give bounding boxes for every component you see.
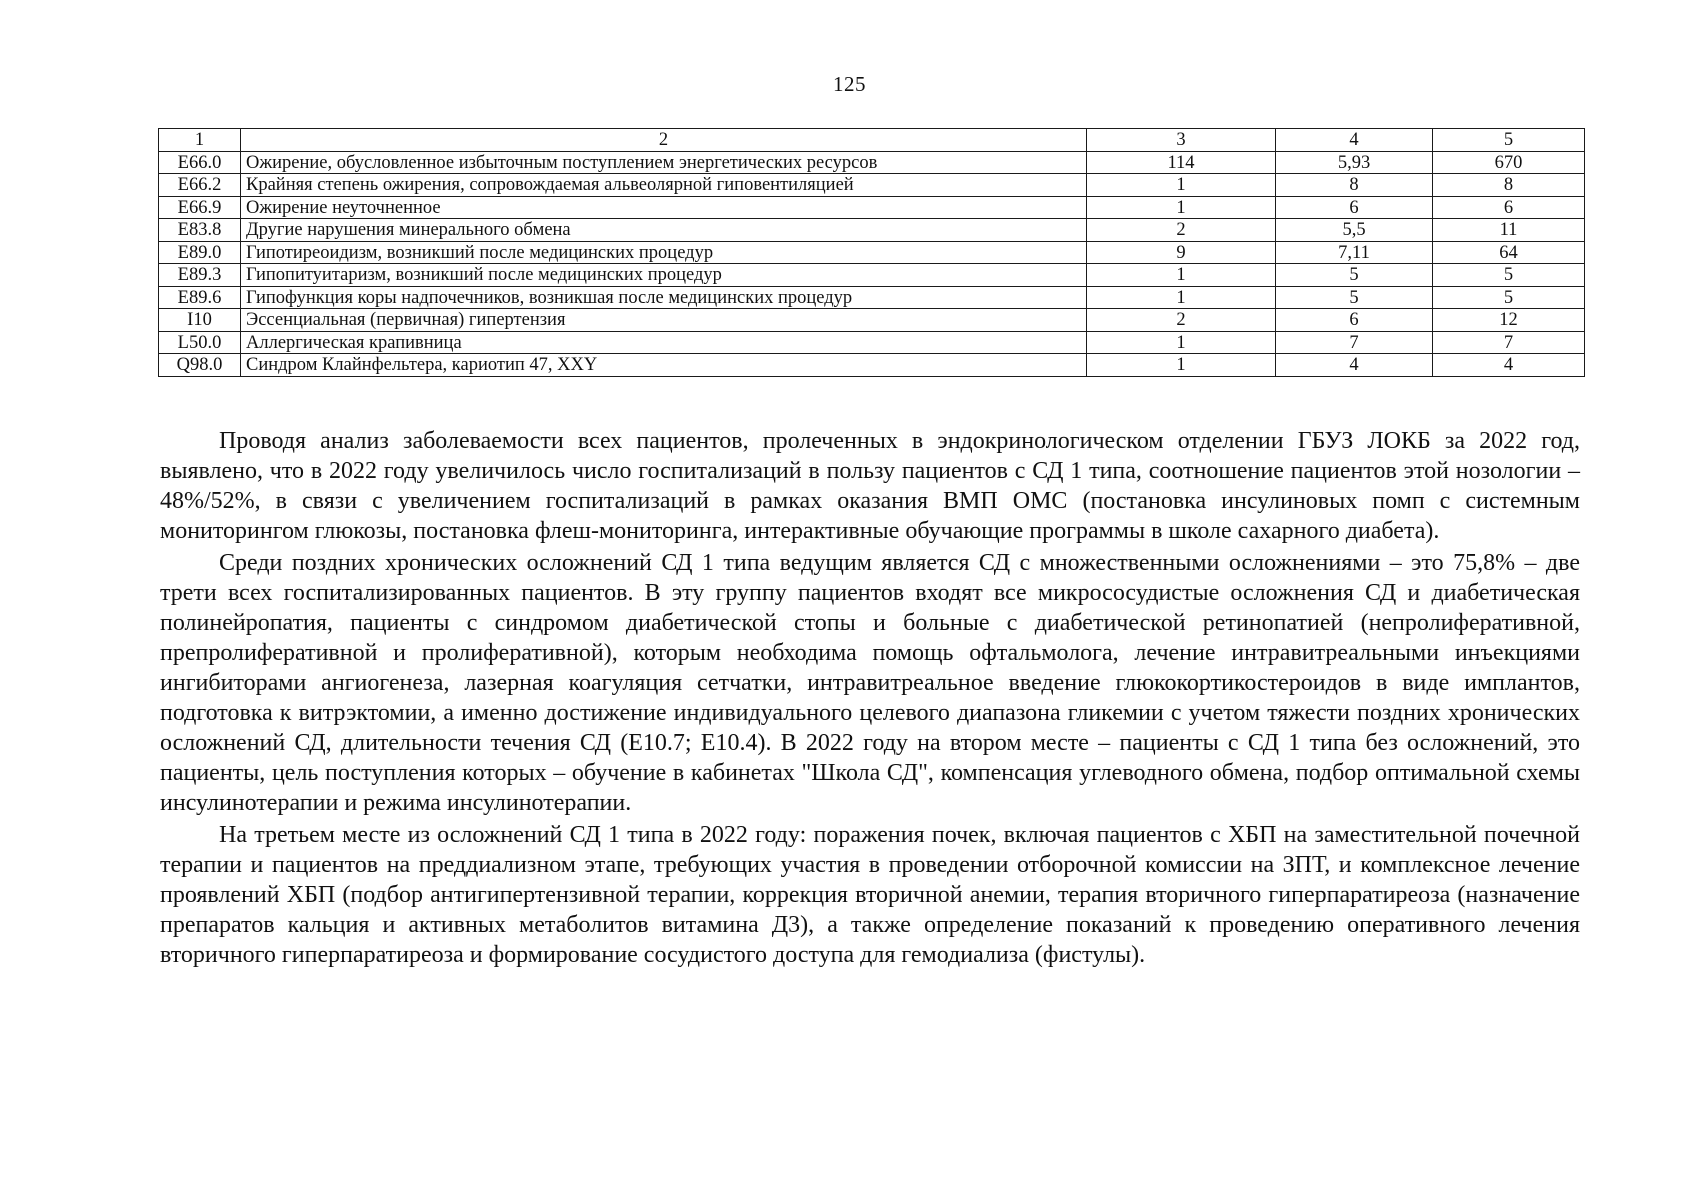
column-3-value: 1 bbox=[1087, 264, 1276, 287]
diagnosis-table bbox=[158, 128, 1585, 377]
column-5-value: 11 bbox=[1433, 219, 1585, 242]
paragraph: Проводя анализ заболеваемости всех пациентов, пролеченных в эндокринологическом отделении ГБУЗ ЛОКБ за 2022 год, выявлено, что в 2022 году увеличилось число госпитализаций в пользу пациентов с СД 1 типа, соотношение пациентов этой нозологии – 48%/52%, в связи с увеличением госпитализаций в рамках оказания ВМП ОМС (постановка инсулиновых помп с системным мониторингом глюкозы, постановка флеш-мониторинга, интерактивные обучающие программы в школе сахарного диабета). bbox=[160, 428, 1580, 544]
diagnosis-code: E89.0 bbox=[159, 241, 241, 264]
diagnosis-name: Ожирение неуточненное bbox=[241, 196, 1087, 219]
column-3-value: 1 bbox=[1087, 286, 1276, 309]
diagnosis-name: Гипофункция коры надпочечников, возникшая после медицинских процедур bbox=[241, 286, 1087, 309]
column-header: 3 bbox=[1087, 129, 1276, 152]
table-row bbox=[159, 286, 1585, 309]
diagnosis-code: E89.3 bbox=[159, 264, 241, 287]
column-5-value: 12 bbox=[1433, 309, 1585, 332]
column-3-value: 9 bbox=[1087, 241, 1276, 264]
table-row bbox=[159, 196, 1585, 219]
column-4-value: 6 bbox=[1276, 309, 1433, 332]
table-row bbox=[159, 354, 1585, 377]
column-5-value: 8 bbox=[1433, 174, 1585, 197]
diagnosis-name: Синдром Клайнфельтера, кариотип 47, XXY bbox=[241, 354, 1087, 377]
column-3-value: 2 bbox=[1087, 309, 1276, 332]
diagnosis-name: Аллергическая крапивница bbox=[241, 331, 1087, 354]
column-header: 1 bbox=[159, 129, 241, 152]
table-row bbox=[159, 264, 1585, 287]
page-number: 125 bbox=[833, 72, 866, 96]
column-4-value: 5,93 bbox=[1276, 151, 1433, 174]
diagnosis-code: E83.8 bbox=[159, 219, 241, 242]
diagnosis-name: Ожирение, обусловленное избыточным поступлением энергетических ресурсов bbox=[241, 151, 1087, 174]
column-4-value: 4 bbox=[1276, 354, 1433, 377]
column-4-value: 5 bbox=[1276, 264, 1433, 287]
table-row bbox=[159, 174, 1585, 197]
column-3-value: 1 bbox=[1087, 354, 1276, 377]
column-3-value: 2 bbox=[1087, 219, 1276, 242]
column-5-value: 4 bbox=[1433, 354, 1585, 377]
diagnosis-name: Эссенциальная (первичная) гипертензия bbox=[241, 309, 1087, 332]
column-5-value: 5 bbox=[1433, 286, 1585, 309]
column-4-value: 8 bbox=[1276, 174, 1433, 197]
column-5-value: 6 bbox=[1433, 196, 1585, 219]
column-header: 4 bbox=[1276, 129, 1433, 152]
diagnosis-code: E66.2 bbox=[159, 174, 241, 197]
column-3-value: 1 bbox=[1087, 331, 1276, 354]
diagnosis-name: Крайняя степень ожирения, сопровождаемая альвеолярной гиповентиляцией bbox=[241, 174, 1087, 197]
column-3-value: 1 bbox=[1087, 196, 1276, 219]
column-4-value: 7 bbox=[1276, 331, 1433, 354]
paragraph: На третьем месте из осложнений СД 1 типа в 2022 году: поражения почек, включая пациентов с ХБП на заместительной почечной терапии и пациентов на преддиализном этапе, требующих участия в проведении отборочной комиссии на ЗПТ, и комплексное лечение проявлений ХБП (подбор антигипертензивной терапии, коррекция вторичной анемии, терапия вторичного гиперпаратиреоза (назначение препаратов кальция и активных метаболитов витамина Д3), а также определение показаний к проведению оперативного лечения вторичного гиперпаратиреоза и формирование сосудистого доступа для гемодиализа (фистулы). bbox=[160, 822, 1580, 968]
diagnosis-name: Гипотиреоидизм, возникший после медицинских процедур bbox=[241, 241, 1087, 264]
diagnosis-code: Q98.0 bbox=[159, 354, 241, 377]
diagnosis-code: I10 bbox=[159, 309, 241, 332]
table-row bbox=[159, 219, 1585, 242]
column-5-value: 5 bbox=[1433, 264, 1585, 287]
table-row bbox=[159, 331, 1585, 354]
body-text bbox=[160, 426, 1580, 972]
column-5-value: 64 bbox=[1433, 241, 1585, 264]
diagnosis-code: E66.0 bbox=[159, 151, 241, 174]
paragraph: Среди поздних хронических осложнений СД 1 типа ведущим является СД с множественными осложнениями – это 75,8% – две трети всех госпитализированных пациентов. В эту группу пациентов входят все микрососудистые осложнения СД и диабетическая полинейропатия, пациенты с синдромом диабетической стопы и больные с диабетической ретинопатией (непролиферативной, препролиферативной и пролиферативной), которым необходима помощь офтальмолога, лечение интравитреальными инъекциями ингибиторами ангиогенеза, лазерная коагуляция сетчатки, интравитреальное введение глюкокортикостероидов в виде имплантов, подготовка к витрэктомии, а именно достижение индивидуального целевого диапазона гликемии с учетом тяжести поздних хронических осложнений СД, длительности течения СД (E10.7; E10.4). В 2022 году на втором месте – пациенты с СД 1 типа без осложнений, это пациенты, цель поступления которых – обучение в кабинетах "Школа СД", компенсация углеводного обмена, подбор оптимальной схемы инсулинотерапии и режима инсулинотерапии. bbox=[160, 550, 1580, 816]
diagnosis-name: Другие нарушения минерального обмена bbox=[241, 219, 1087, 242]
column-header: 2 bbox=[241, 129, 1087, 152]
table-row bbox=[159, 309, 1585, 332]
diagnosis-code: E89.6 bbox=[159, 286, 241, 309]
column-header: 5 bbox=[1433, 129, 1585, 152]
diagnosis-name: Гипопитуитаризм, возникший после медицинских процедур bbox=[241, 264, 1087, 287]
column-4-value: 5 bbox=[1276, 286, 1433, 309]
table-header-row bbox=[159, 129, 1585, 152]
column-4-value: 6 bbox=[1276, 196, 1433, 219]
table-row bbox=[159, 151, 1585, 174]
diagnosis-code: L50.0 bbox=[159, 331, 241, 354]
column-4-value: 5,5 bbox=[1276, 219, 1433, 242]
column-3-value: 114 bbox=[1087, 151, 1276, 174]
diagnosis-code: E66.9 bbox=[159, 196, 241, 219]
column-4-value: 7,11 bbox=[1276, 241, 1433, 264]
column-3-value: 1 bbox=[1087, 174, 1276, 197]
table-row bbox=[159, 241, 1585, 264]
column-5-value: 670 bbox=[1433, 151, 1585, 174]
column-5-value: 7 bbox=[1433, 331, 1585, 354]
